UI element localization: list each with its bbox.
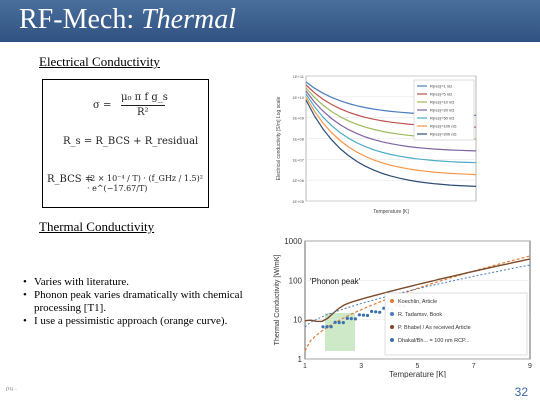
formula-line1-lhs: σ =: [93, 100, 112, 111]
data-point: [321, 325, 324, 328]
y-tick-label: 10: [293, 315, 302, 325]
formula-line2: R_s = R_BCS + R_residual: [63, 136, 199, 147]
bullet-item: • Varies with literature.: [20, 276, 260, 289]
data-point: [325, 325, 328, 328]
bullet-item: • I use a pessimistic approach (orange curve).: [20, 315, 260, 328]
legend-label: R(res)=200 nΩ: [430, 131, 457, 137]
y-tick-label: 1E+11: [292, 74, 304, 79]
bullet-item: • Phonon peak varies dramatically with chemical processing [T1].: [20, 289, 260, 315]
legend-label: R. Tadamsv, Book: [398, 312, 443, 318]
legend-label: P. Bhabel / As received Article: [398, 325, 471, 331]
x-tick-label: 1: [303, 363, 307, 370]
data-point: [362, 314, 365, 317]
x-tick-label: 9: [528, 363, 532, 370]
legend-label: Dhakal/Bh... = 100 nm RCP...: [398, 338, 470, 344]
data-point: [330, 325, 333, 328]
y-tick-label: 1E+08: [292, 136, 304, 142]
y-tick-label: 1E+09: [292, 115, 304, 121]
legend-label: Koechlin, Article: [398, 299, 438, 305]
legend-label: R(res)=20 nΩ: [430, 107, 455, 113]
data-point: [354, 317, 357, 320]
legend-swatch: [390, 299, 394, 303]
legend-label: R(res)=1 nΩ: [430, 83, 452, 89]
x-axis-label: Temperature [K]: [389, 370, 446, 378]
legend-label: R(res)=100 nΩ: [430, 123, 457, 129]
y-tick-label: 1E+07: [292, 157, 304, 163]
legend-swatch: [390, 338, 394, 342]
legend-label: R(res)=5 nΩ: [430, 91, 452, 97]
legend-swatch: [390, 325, 394, 329]
y-tick-label: 1E+05: [292, 199, 304, 204]
formula-line3-lhs: R_BCS =: [47, 174, 94, 185]
formula-fraction-bar: [121, 105, 165, 106]
page-number: 32: [514, 385, 528, 399]
y-tick-label: 1E+06: [292, 178, 304, 184]
y-tick-label: 1: [297, 355, 302, 364]
data-point: [378, 311, 381, 314]
title-bar: [0, 0, 540, 42]
footnote: [T1] ...: [6, 386, 18, 391]
data-point: [346, 317, 349, 320]
x-tick-label: 3: [359, 363, 364, 370]
y-axis-label: Electrical conductivity [S/m] Log scale: [276, 96, 282, 181]
legend-swatch: [390, 312, 394, 316]
x-tick-label: 5: [415, 363, 420, 370]
data-point: [370, 310, 373, 313]
legend-label: R(res)=10 nΩ: [430, 99, 455, 105]
x-axis-label: Temperature [K]: [373, 209, 409, 215]
y-tick-label: 1000: [284, 237, 302, 246]
thermal-conductivity-label: Thermal Conductivity: [39, 219, 155, 234]
thermal-conductivity-chart: [265, 233, 535, 378]
data-point: [334, 321, 337, 324]
phonon-peak-annotation: 'Phonon peak': [310, 277, 361, 286]
electrical-conductivity-label: Electrical Conductivity: [39, 54, 160, 69]
data-point: [342, 321, 345, 324]
formula-line1-numerator: μ₀ π f g_s: [121, 92, 168, 103]
y-tick-label: 1E+10: [292, 94, 304, 100]
formula-line3-rest: (2 × 10⁻⁴ / T) · (f_GHz / 1.5)² · e^(−17.67/T): [87, 174, 203, 193]
x-tick-label: 7: [471, 363, 476, 370]
bullet-list: [20, 276, 260, 328]
y-axis-label: Thermal Conductivity [W/mK]: [274, 254, 281, 346]
slide-title-main: RF-Mech:: [19, 4, 142, 35]
electrical-conductivity-chart: [270, 70, 485, 220]
slide-title: [19, 4, 236, 36]
y-tick-label: 100: [288, 276, 302, 286]
data-point: [350, 317, 353, 320]
data-point: [366, 314, 369, 317]
data-point: [374, 310, 377, 313]
data-point: [338, 321, 341, 324]
data-point: [358, 313, 361, 316]
slide-title-italic: Thermal: [141, 4, 237, 35]
formula-box: [42, 79, 209, 208]
formula-line1-denominator: R²: [137, 107, 149, 118]
legend-label: R(res)=50 nΩ: [430, 115, 455, 121]
